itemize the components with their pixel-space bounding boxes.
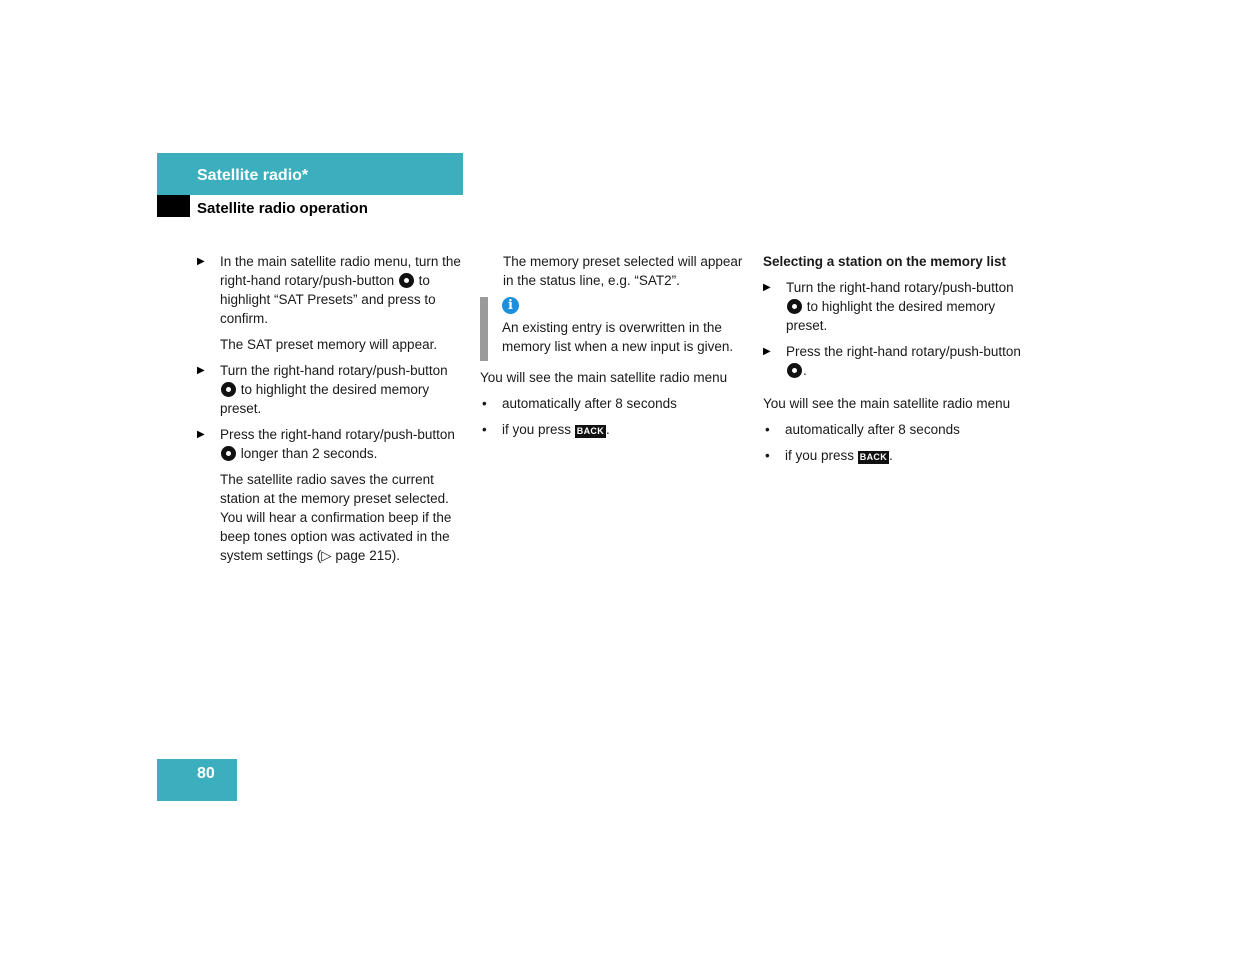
instruction-step — [197, 425, 465, 463]
step-arrow-icon: ▶ — [763, 282, 771, 293]
info-icon: i — [502, 297, 519, 314]
rotary-knob-icon — [399, 273, 414, 288]
step-text: to highlight the desired memory preset. — [786, 299, 996, 333]
result-text: The memory preset selected will appear in the status line, e.g. “SAT2”. — [503, 254, 743, 288]
list-item-text: if you press — [785, 448, 855, 463]
bullet-icon: • — [482, 396, 487, 411]
instruction-step — [197, 361, 465, 418]
rotary-knob-icon — [221, 446, 236, 461]
step-arrow-icon: ▶ — [763, 346, 771, 357]
column-right — [763, 252, 1031, 472]
info-bar — [480, 297, 488, 361]
bullet-icon: • — [765, 422, 770, 437]
list-item — [763, 446, 1031, 465]
list-item-text: automatically after 8 seconds — [502, 396, 677, 411]
section-header-band — [157, 153, 463, 195]
instruction-step — [763, 342, 1031, 380]
subsection-title: Satellite radio operation — [197, 200, 368, 217]
instruction-step — [197, 252, 465, 328]
result-text: The SAT preset memory will appear. — [220, 337, 438, 352]
step-text: In the main satellite radio menu, turn the right-hand rotary/push-button — [220, 254, 461, 288]
page-number-box — [157, 759, 237, 801]
list-item-text: if you press — [502, 422, 572, 437]
info-text: An existing entry is overwritten in the memory list when a new input is given. — [502, 320, 734, 354]
list-item-text: . — [606, 422, 610, 437]
list-item-text: . — [889, 448, 893, 463]
rotary-knob-icon — [221, 382, 236, 397]
instruction-step — [763, 278, 1031, 335]
back-key-icon: BACK — [859, 452, 887, 462]
list-item-text: automatically after 8 seconds — [785, 422, 960, 437]
list-item — [480, 420, 750, 439]
step-text: . — [803, 363, 807, 378]
info-note — [480, 297, 750, 356]
step-arrow-icon: ▶ — [197, 256, 205, 267]
menu-return-intro: You will see the main satellite radio menu — [480, 370, 728, 385]
column-middle — [480, 252, 750, 446]
bullet-icon: • — [482, 422, 487, 437]
section-heading: Selecting a station on the memory list — [763, 254, 1007, 269]
bullet-icon: • — [765, 448, 770, 463]
step-arrow-icon: ▶ — [197, 429, 205, 440]
list-item — [480, 394, 750, 413]
step-arrow-icon: ▶ — [197, 365, 205, 376]
column-left — [197, 252, 465, 572]
subsection-marker — [157, 195, 190, 217]
menu-return-intro: You will see the main satellite radio menu — [763, 396, 1011, 411]
step-text: Press the right-hand rotary/push-button — [786, 344, 1021, 359]
rotary-knob-icon — [787, 299, 802, 314]
step-text: Press the right-hand rotary/push-button — [220, 427, 455, 442]
step-text: to highlight the desired memory preset. — [220, 382, 430, 416]
step-text: Turn the right-hand rotary/push-button — [220, 363, 448, 378]
step-text: longer than 2 seconds. — [240, 446, 378, 461]
step-text: Turn the right-hand rotary/push-button — [786, 280, 1014, 295]
result-text: The satellite radio saves the current station at the memory preset selected. You will hear a confirmation beep if the beep tones option was activated in the system settings (▷ page 215). — [220, 472, 452, 563]
page-number: 80 — [197, 765, 215, 782]
back-key-icon: BACK — [576, 426, 604, 436]
rotary-knob-icon — [787, 363, 802, 378]
section-title: Satellite radio* — [197, 167, 309, 184]
step-text: to highlight “SAT Presets” and press to confirm. — [220, 273, 436, 326]
list-item — [763, 420, 1031, 439]
